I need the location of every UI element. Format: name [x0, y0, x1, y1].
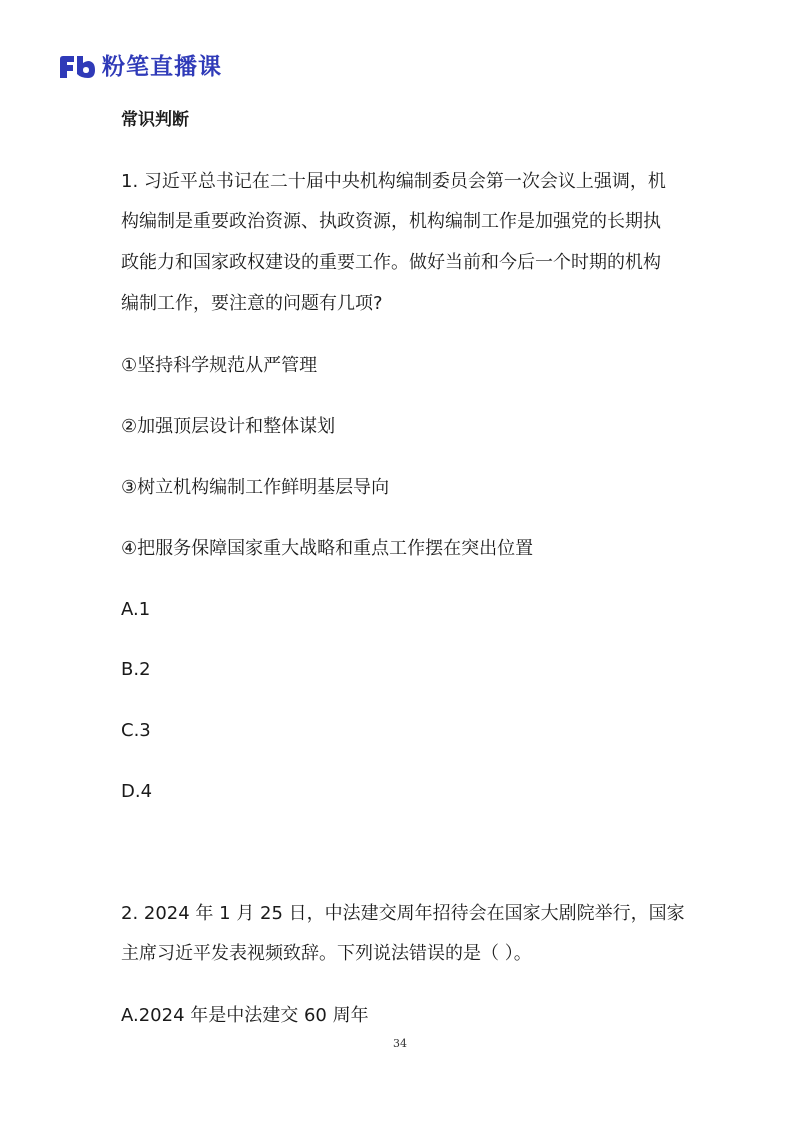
page-number: 34 [393, 1037, 407, 1050]
question-1-line-4: 编制工作，要注意的问题有几项? [121, 293, 383, 314]
statement-4: ④把服务保障国家重大战略和重点工作摆在突出位置 [121, 538, 534, 559]
question-1-line-3: 政能力和国家政权建设的重要工作。做好当前和今后一个时期的机构 [121, 252, 661, 273]
brand-logo [57, 52, 222, 82]
statement-2: ②加强顶层设计和整体谋划 [121, 416, 336, 437]
question-2-line-1: 2. 2024 年 1 月 25 日，中法建交周年招待会在国家大剧院举行，国家 [121, 903, 685, 924]
option-d: D.4 [121, 781, 153, 802]
question-1-line-1: 1. 习近平总书记在二十届中央机构编制委员会第一次会议上强调，机 [121, 171, 666, 192]
question-1-line-2: 构编制是重要政治资源、执政资源，机构编制工作是加强党的长期执 [121, 211, 661, 232]
option-c: C.3 [121, 720, 151, 741]
statement-1: ①坚持科学规范从严管理 [121, 355, 318, 376]
option-a: A.1 [121, 599, 151, 620]
question-2-option-a: A.2024 年是中法建交 60 周年 [121, 1005, 369, 1026]
statement-3: ③树立机构编制工作鲜明基层导向 [121, 477, 390, 498]
option-b: B.2 [121, 659, 151, 680]
brand-name: 粉笔直播课 [102, 54, 222, 80]
section-title: 常识判断 [121, 110, 189, 130]
question-2-line-2: 主席习近平发表视频致辞。下列说法错误的是（ ）。 [121, 943, 532, 964]
fb-logo-icon [57, 54, 97, 80]
